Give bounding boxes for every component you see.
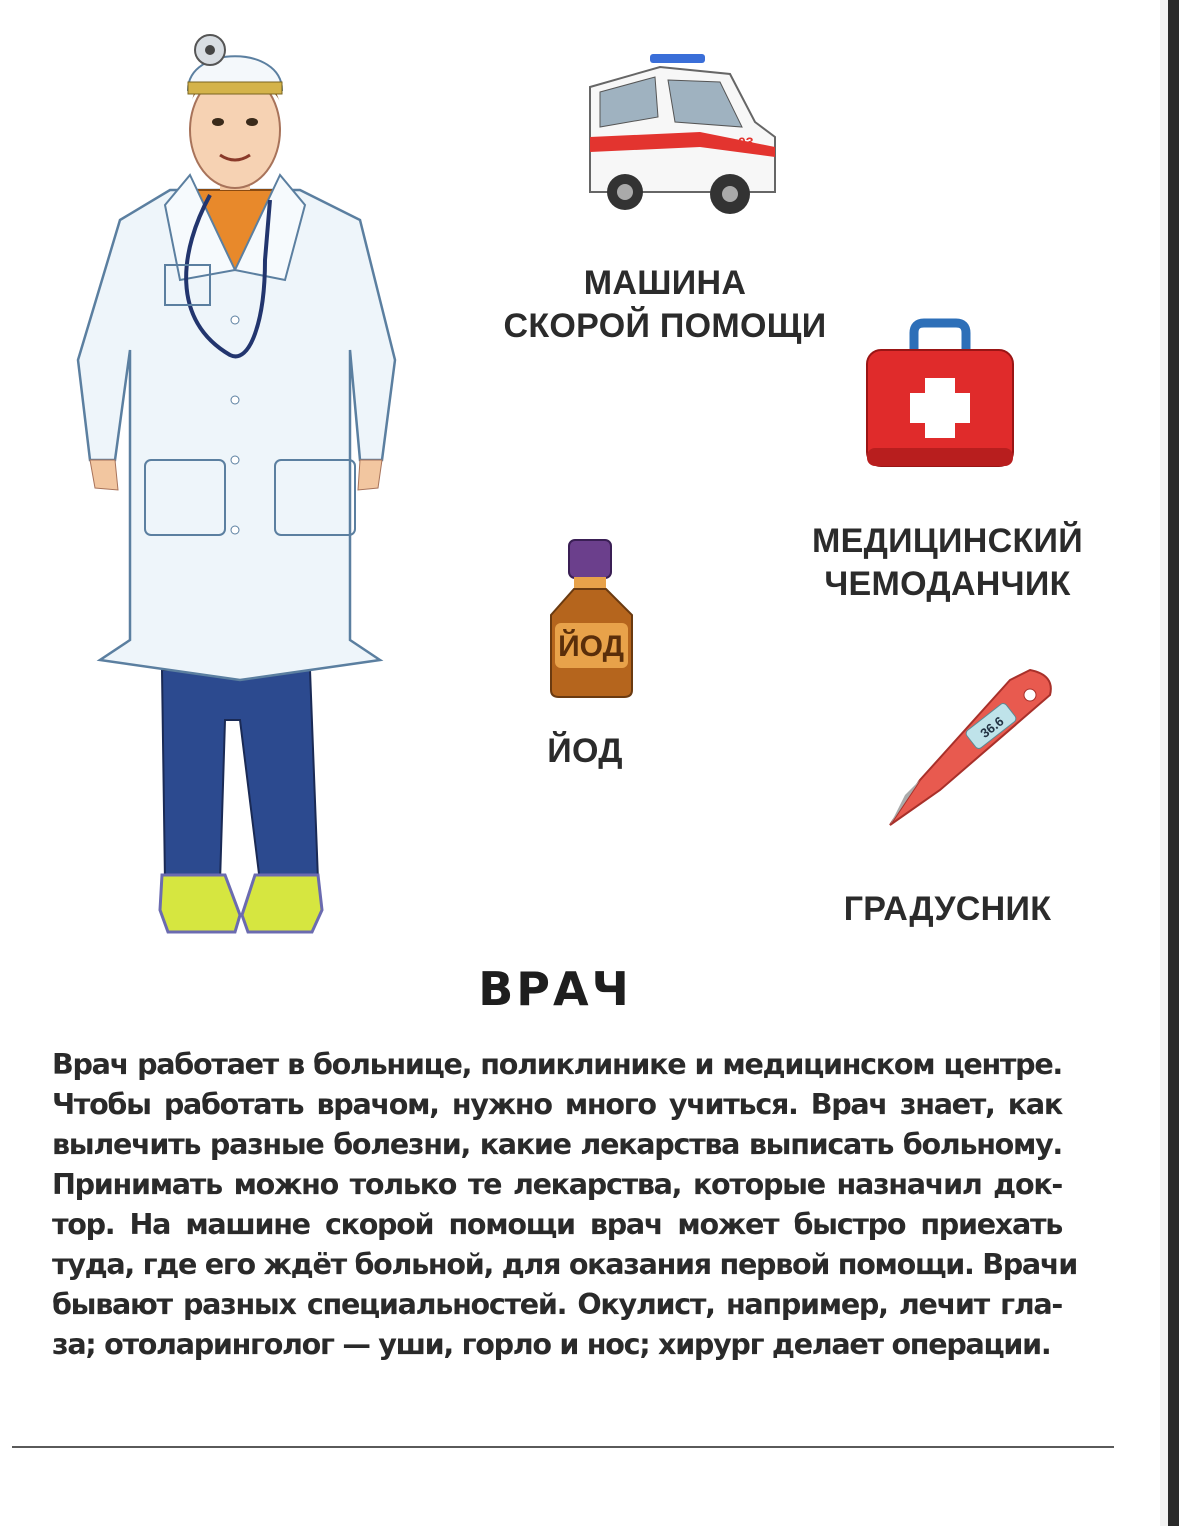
ambulance-label-line2: СКОРОЙ ПОМОЩИ (503, 307, 827, 345)
thermometer-label: ГРАДУСНИК (843, 890, 1052, 928)
ambulance-illustration (580, 52, 780, 217)
iodine-bottle-illustration (544, 535, 639, 700)
iodine-label: ЙОД (547, 732, 623, 770)
description-line: за; отоларинголог — уши, горло и нос; хирург делает операции. (52, 1327, 1051, 1361)
iodine-bottle-text: ЙОД (558, 630, 624, 663)
description-paragraph (52, 1044, 1077, 1364)
doctor-illustration (60, 20, 405, 940)
page-edge-shadow (1160, 0, 1168, 1526)
description-line: вылечить разные болезни, какие лекарства выписать больному. (52, 1127, 1062, 1161)
ambulance-label-line1: МАШИНА (583, 264, 747, 302)
description-line: бывают разных специальностей. Окулист, например, лечит гла- (52, 1287, 1062, 1321)
description-line: туда, где его ждёт больной, для оказания первой помощи. Врачи (52, 1247, 1077, 1281)
medkit-label-line1: МЕДИЦИНСКИЙ (812, 522, 1083, 560)
medkit-label (790, 520, 1105, 606)
ambulance-label (490, 262, 840, 348)
description-line: Врач работает в больнице, поликлинике и медицинском центре. (52, 1047, 1062, 1081)
description-line: тор. На машине скорой помощи врач может быстро приехать (52, 1207, 1062, 1241)
thermometer-display: 36.6 (977, 713, 1007, 741)
page-title: ВРАЧ (478, 962, 632, 1016)
ambulance-number: 03 (738, 134, 754, 150)
page-edge (1168, 0, 1179, 1526)
medkit-label-line2: ЧЕМОДАНЧИК (824, 565, 1071, 603)
thermometer-illustration (880, 665, 1060, 830)
description-line: Принимать можно только те лекарства, которые назначил док- (52, 1167, 1062, 1201)
medkit-illustration (862, 318, 1018, 473)
description-line: Чтобы работать врачом, нужно много учиться. Врач знает, как (52, 1087, 1062, 1121)
bottom-divider (12, 1446, 1114, 1448)
